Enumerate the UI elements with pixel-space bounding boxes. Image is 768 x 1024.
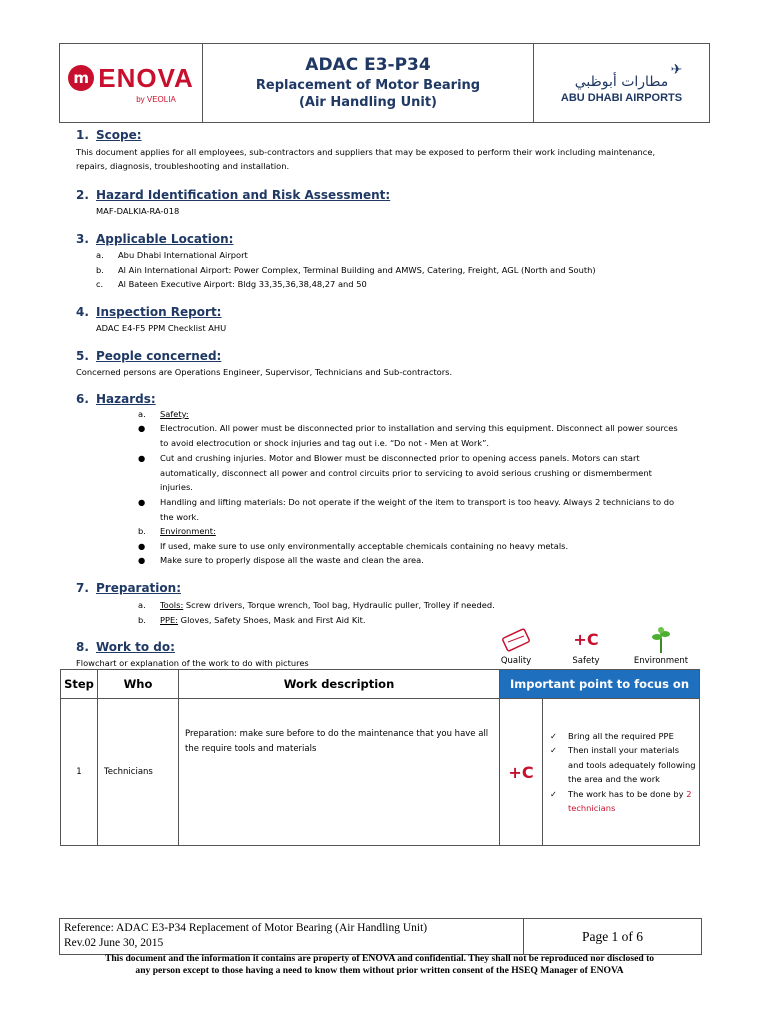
row-who: Technicians: [98, 699, 179, 846]
section-preparation: 7. Preparation:: [76, 581, 181, 595]
inspection-body: ADAC E4-F5 PPM Checklist AHU: [96, 323, 227, 333]
section-title: Scope:: [96, 128, 142, 142]
list-item: ✓ Then install your materials and tools adequately following the area and the work: [550, 743, 698, 787]
document-title: Replacement of Motor Bearing (Air Handling Unit): [255, 78, 481, 110]
section-title: Applicable Location:: [96, 232, 234, 246]
list-item: b. Al Ain International Airport: Power Complex, Terminal Building and AMWS, Catering, Freight, AGL (North and South): [96, 264, 596, 275]
section-hazards: 6. Hazards:: [76, 392, 156, 406]
airports-english-name: ABU DHABI AIRPORTS: [560, 92, 683, 104]
enova-brand: ENOVA: [98, 62, 194, 93]
list-item: c. Al Bateen Executive Airport: Bldg 33,35,36,38,48,27 and 50: [96, 279, 367, 289]
airplane-icon: ✈: [670, 62, 683, 78]
list-item: b. PPE: Gloves, Safety Shoes, Mask and First Aid Kit.: [138, 614, 366, 625]
section-hazard-id: 2. Hazard Identification and Risk Assessment:: [76, 188, 391, 202]
row-step: 1: [61, 699, 98, 846]
section-work: 8. Work to do:: [76, 640, 175, 654]
first-aid-cross-icon: +C: [573, 630, 599, 649]
first-aid-cross-icon: +C: [508, 762, 534, 782]
veolia-byline: by VEOLIA: [136, 94, 176, 104]
document-footer: [59, 918, 702, 955]
section-people: 5. People concerned:: [76, 349, 222, 363]
plant-icon: [630, 624, 692, 656]
col-important-point: Important point to focus on: [500, 670, 700, 699]
table-row: [61, 699, 700, 846]
bullet-icon: ●: [138, 497, 146, 507]
list-item: ✓ The work has to be done by 2 technicians: [550, 787, 698, 816]
checklist: [544, 729, 698, 816]
table-header-row: [61, 670, 700, 699]
section-title: Hazard Identification and Risk Assessment:: [96, 188, 391, 202]
section-title: Hazards:: [96, 392, 156, 406]
safety-subheading: a. Safety:: [138, 409, 189, 419]
location-list: [96, 248, 596, 292]
scope-body: This document applies for all employees, sub-contractors and suppliers that may be exposed to perform their work including maintenance, repairs, diagnosis, troubleshooting and installation.: [76, 147, 656, 171]
section-title: People concerned:: [96, 349, 222, 363]
bullet-icon: ●: [138, 555, 146, 565]
quality-stamp-icon: [496, 624, 536, 656]
document-code: ADAC E3-P34: [305, 55, 431, 75]
list-item: ✓ Bring all the required PPE: [550, 729, 698, 744]
bullet-icon: ●: [138, 541, 146, 551]
col-step: Step: [61, 670, 98, 699]
col-work-description: Work description: [179, 670, 500, 699]
preparation-list: [138, 598, 495, 627]
enova-mark-icon: m: [68, 65, 94, 91]
legend-safety: +C Safety: [566, 624, 606, 666]
row-description: Preparation: make sure before to do the maintenance that you have all the require tools and materials: [179, 699, 500, 846]
row-focus-icon: [500, 699, 543, 846]
hazard-bullet: ● Make sure to properly dispose all the waste and clean the area.: [138, 553, 698, 568]
section-title: Work to do:: [96, 640, 175, 654]
col-who: Who: [98, 670, 179, 699]
airports-arabic-name: مطارات أبوظبي: [574, 74, 669, 90]
section-title: Inspection Report:: [96, 305, 222, 319]
work-table: [60, 669, 700, 846]
legend-environment: Environment: [630, 624, 692, 666]
section-location: 3. Applicable Location:: [76, 232, 234, 246]
confidentiality-notice: This document and the information it contains are property of ENOVA and confidential. They shall not be reproduced nor disclosed to any person except to those having a need to know them without prior written consent of the HSEQ Manager of ENOVA: [104, 953, 655, 976]
section-scope: 1. Scope:: [76, 128, 142, 142]
hazard-bullet: ● If used, make sure to use only environmentally acceptable chemicals containing no heavy metals.: [138, 539, 698, 554]
legend-quality: Quality: [496, 624, 536, 666]
bullet-icon: ●: [138, 453, 146, 463]
footer-reference: Reference: ADAC E3-P34 Replacement of Motor Bearing (Air Handling Unit) Rev.02 June 30, 2015: [60, 919, 524, 954]
row-focus-points: [543, 699, 700, 846]
list-item: a. Abu Dhabi International Airport: [96, 250, 248, 260]
hazard-bullet: ● Electrocution. All power must be disconnected prior to installation and serving this equipment. Disconnect all power sources to avoid electrocution or shock injuries and tag out i.e. “Do not - Men at Work”.: [138, 423, 678, 448]
document-header: [59, 43, 710, 123]
work-subtitle: Flowchart or explanation of the work to do with pictures: [76, 658, 309, 668]
list-item: a. Tools: Screw drivers, Torque wrench, Tool bag, Hydraulic puller, Trolley if needed.: [138, 600, 495, 610]
document-title-block: [203, 44, 534, 122]
people-body: Concerned persons are Operations Engineer, Supervisor, Technicians and Sub-contractors.: [76, 367, 453, 377]
page-number: Page 1 of 6: [581, 928, 644, 944]
environment-subheading: b. Environment:: [138, 526, 216, 536]
enova-logo: [60, 44, 203, 122]
section-inspection: 4. Inspection Report:: [76, 305, 222, 319]
hazard-bullet: ● Handling and lifting materials: Do not operate if the weight of the item to transport is too heavy. Always 2 technicians to do the work.: [138, 497, 675, 522]
hazard-id-body: MAF-DALKIA-RA-018: [96, 206, 180, 216]
section-title: Preparation:: [96, 581, 181, 595]
abu-dhabi-airports-logo: [534, 44, 709, 122]
hazard-bullet: ● Cut and crushing injuries. Motor and Blower must be disconnected prior to opening access panels. Motors can start automatically, disconnect all power and control circuits prior to servicing to avoid serious crushing or dismemberment injuries.: [138, 453, 652, 492]
bullet-icon: ●: [138, 423, 146, 433]
